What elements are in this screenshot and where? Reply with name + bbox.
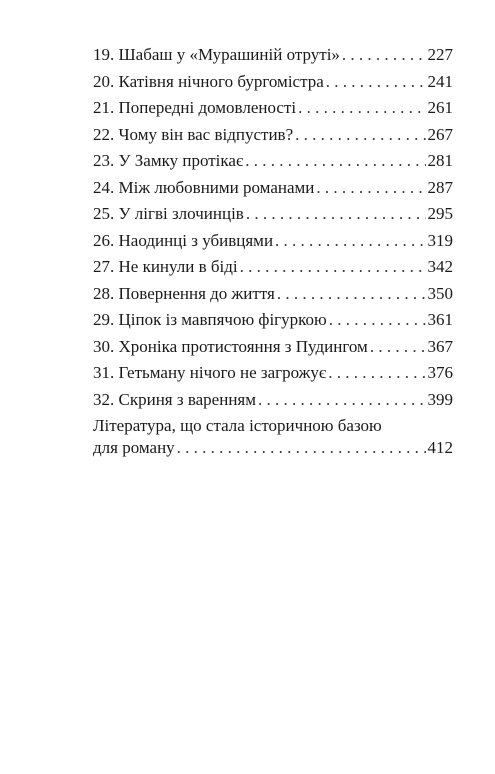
toc-entry[interactable] [93,148,453,175]
toc-leader-dots [277,281,426,308]
toc-literature-line2 [93,437,453,459]
toc-leader-dots [316,175,425,202]
toc-entry[interactable] [93,281,453,308]
toc-entry[interactable] [93,307,453,334]
toc-leader-dots [177,437,426,459]
toc-entry-page: 376 [427,363,453,382]
toc-entry-title: 30. Хроніка протистояння з Пудингом [93,336,368,356]
toc-leader-dots [342,42,426,69]
toc-entry-page: 287 [427,177,453,197]
toc-entry[interactable] [93,69,453,96]
toc-entry[interactable] [93,254,453,281]
toc-entry-title: 21. Попередні домовленості [93,98,297,117]
toc-entry-page: 350 [427,283,453,303]
toc-entry[interactable] [93,228,453,255]
toc-leader-dots [329,307,426,334]
toc-entry-title: 20. Катівня нічного бургомістра [93,71,324,91]
toc-leader-dots [245,148,425,175]
toc-leader-dots [326,69,426,96]
toc-literature-title-line1: Література, що стала історичною базою [93,416,382,435]
toc-leader-dots [328,360,425,387]
toc-leader-dots [246,201,426,228]
toc-entry-title: 28. Повернення до життя [93,283,275,303]
toc-entry[interactable] [93,334,453,361]
toc-entry-page: 367 [427,336,453,356]
toc-leader-dots [370,334,426,361]
toc-leader-dots [258,387,426,414]
toc-entry-title: 26. Наодинці з убивцями [93,230,274,250]
toc-entry-page: 241 [427,71,453,91]
toc-entry-page: 295 [427,204,453,223]
toc-entry[interactable] [93,95,453,122]
toc-entry-page: 319 [427,230,453,250]
toc-entry-page: 361 [427,310,453,329]
toc-entry[interactable] [93,201,453,228]
toc-entry-title: 24. Між любовними романами [93,177,315,197]
toc-literature-page: 412 [427,438,453,457]
toc-entry[interactable] [93,42,453,69]
table-of-contents [93,42,453,459]
toc-entry-title: 19. Шабаш у «Мурашиній отруті» [93,45,340,64]
toc-entry-title: 25. У лігві злочинців [93,204,244,223]
toc-entry-title: 22. Чому він вас відпустив? [93,124,294,144]
toc-leader-dots [240,254,426,281]
toc-entry-title: 29. Ціпок із мавпячою фігуркою [93,310,327,329]
toc-entry-page: 267 [427,124,453,144]
toc-entry-title: 23. У Замку протікає [93,151,244,170]
toc-leader-dots [298,95,425,122]
toc-leader-dots [295,122,425,149]
toc-entry-title: 27. Не кинули в біді [93,257,238,276]
toc-entry-literature[interactable] [93,415,453,459]
toc-entry-page: 227 [427,45,453,64]
toc-leader-dots [275,228,425,255]
toc-entry-page: 281 [427,151,453,170]
toc-entry-page: 399 [427,389,453,409]
toc-entry[interactable] [93,387,453,414]
toc-entry-page: 342 [427,257,453,276]
toc-entry[interactable] [93,175,453,202]
toc-entry[interactable] [93,122,453,149]
toc-entry-title: 31. Гетьману нічого не загрожує [93,363,327,382]
toc-entry-title: 32. Скриня з варенням [93,389,256,409]
toc-literature-title-line2: для роману [93,438,175,457]
toc-entry[interactable] [93,360,453,387]
toc-entry-page: 261 [427,98,453,117]
